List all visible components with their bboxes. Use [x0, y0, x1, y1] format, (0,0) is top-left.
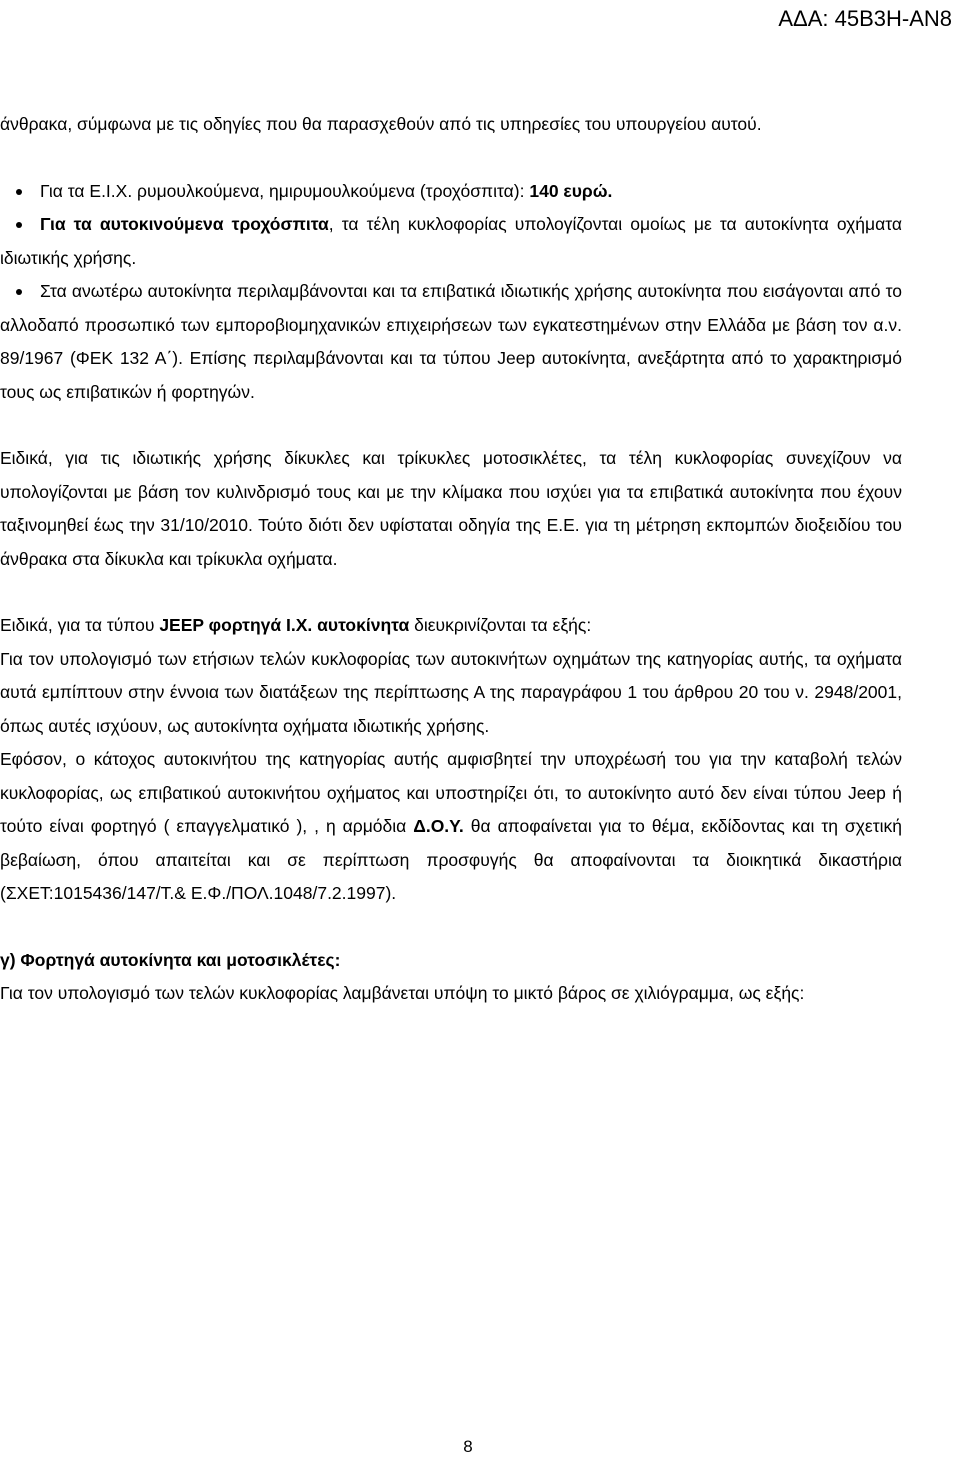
bullet-trailers-amount: 140 ευρώ.: [529, 180, 613, 201]
bullet-motorhomes-bold: Για τα αυτοκινούμενα τροχόσπιτα: [40, 214, 329, 234]
section-g-heading-text: γ) Φορτηγά αυτοκίνητα και μοτοσικλέτες:: [0, 949, 341, 970]
document-body: [0, 108, 902, 1011]
bullet-icon: [16, 289, 22, 295]
section-g-heading: [0, 944, 902, 978]
paragraph-intro: άνθρακα, σύμφωνα με τις οδηγίες που θα παρασχεθούν από τις υπηρεσίες του υπουργείου αυτού.: [0, 114, 762, 134]
bullet-foreign-staff-text: Στα ανωτέρω αυτοκίνητα περιλαμβάνονται και τα επιβατικά ιδιωτικής χρήσης αυτοκίνητα που εισάγονται από το αλλοδαπό προσωπικό των εμποροβιομηχανικών επιχειρήσεων των εγκατεστημένων στην Ελλάδα με βάση τον α.ν. 89/1967 (ΦΕΚ 132 Α΄). Επίσης περιλαμβάνονται και τα τύπου Jeep αυτοκίνητα, ανεξάρτητα από το χαρακτηρισμό τους ως επιβατικών ή φορτηγών.: [0, 281, 902, 402]
paragraph-jeep-dispute: [0, 743, 902, 911]
section-g-text: Για τον υπολογισμό των τελών κυκλοφορίας λαμβάνεται υπόψη το μικτό βάρος σε χιλιόγραμμα, ως εξής:: [0, 983, 805, 1003]
bullet-motorhomes-text: , τα τέλη κυκλοφορίας υπολογίζονται ομοίως με τα αυτοκίνητα οχήματα ιδιωτικής χρήσης.: [0, 214, 902, 268]
ada-code: ΑΔΑ: 45Β3Η-ΑΝ8: [778, 6, 952, 31]
bullet-foreign-staff: [0, 275, 902, 409]
jeep-heading-prefix: Ειδικά, για τα τύπου: [0, 615, 160, 635]
jeep-heading: [0, 609, 902, 643]
bullet-motorhomes: [0, 208, 902, 275]
paragraph-jeep-calculation: Για τον υπολογισμό των ετήσιων τελών κυκλοφορίας των αυτοκινήτων οχημάτων της κατηγορίας αυτής, τα οχήματα αυτά εμπίπτουν στην έννοια των διατάξεων της περίπτωσης Α της παραγράφου 1 του άρθρου 20 του ν. 2948/2001, όπως αυτές ισχύουν, ως αυτοκίνητα οχήματα ιδιωτικής χρήσης.: [0, 648, 902, 736]
jeep-heading-bold: JEEP φορτηγά Ι.Χ. αυτοκίνητα: [159, 615, 410, 635]
paragraph-jeep-dispute-part2: θα αποφαίνεται για το θέμα, εκδίδοντας και τη σχετική βεβαίωση, όπου απαιτείται και σε περίπτωση προσφυγής θα αποφαίνονται τα διοικητικά δικαστήρια (ΣΧΕΤ:1015436/147/Τ.& Ε.Φ./ΠΟΛ.1048/7.2.1997).: [0, 816, 903, 903]
tax-office-abbr: Δ.Ο.Υ.: [413, 816, 464, 836]
bullet-icon: [16, 189, 22, 195]
jeep-heading-suffix: διευκρινίζονται τα εξής:: [409, 615, 592, 635]
bullet-trailers: [0, 175, 902, 209]
paragraph-motorcycles: Ειδικά, για τις ιδιωτικής χρήσης δίκυκλες και τρίκυκλες μοτοσικλέτες, τα τέλη κυκλοφορίας συνεχίζουν να υπολογίζονται με βάση τον κυλινδρισμό τους και με την κλίμακα που ισχύει για τα επιβατικά αυτοκίνητα που έχουν ταξινομηθεί έως την 31/10/2010. Τούτο διότι δεν υφίσταται οδηγία της Ε.Ε. για τη μέτρηση εκπομπών διοξειδίου του άνθρακα στα δίκυκλα και τρίκυκλα οχήματα.: [0, 448, 902, 569]
bullet-trailers-text: Για τα Ε.Ι.Χ. ρυμουλκούμενα, ημιρυμουλκούμενα (τροχόσπιτα):: [40, 180, 530, 201]
paragraph-jeep-dispute-part1: Εφόσον, ο κάτοχος αυτοκινήτου της κατηγορίας αυτής αμφισβητεί την υποχρέωσή του για την καταβολή τελών κυκλοφορίας, ως επιβατικού αυτοκινήτου οχήματος και υποστηρίζει ότι, το αυτοκίνητο αυτό δεν είναι τύπου Jeep ή τούτο είναι φορτηγό ( επαγγελματικό ), , η αρμόδια: [0, 749, 902, 836]
page-number: 8: [463, 1437, 473, 1456]
bullet-icon: [16, 222, 22, 228]
